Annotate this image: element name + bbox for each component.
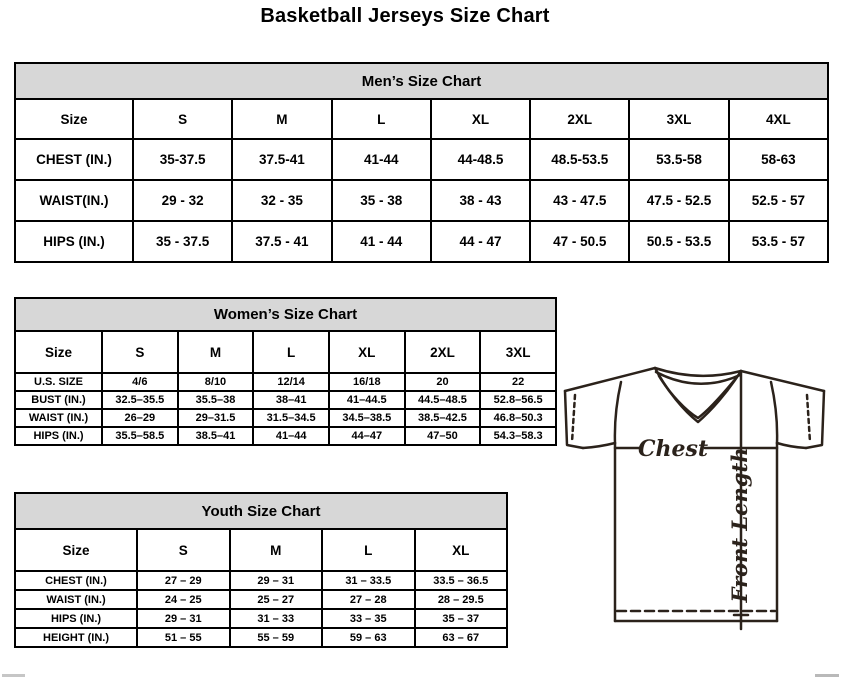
bottom-right-gray-fragment [815, 674, 839, 677]
row-label: CHEST (IN.) [15, 139, 133, 180]
column-header-row [15, 331, 556, 373]
size-value-cell: 35 – 37 [415, 609, 508, 628]
size-value-cell: 41–44.5 [329, 391, 405, 409]
row-label: BUST (IN.) [15, 391, 102, 409]
table-row [15, 427, 556, 445]
right-cuff-dashed-line [807, 395, 810, 442]
size-value-cell: 27 – 28 [322, 590, 415, 609]
row-label-header: Size [15, 331, 102, 373]
size-value-cell: 35 - 38 [332, 180, 431, 221]
size-value-cell: 55 – 59 [230, 628, 323, 647]
size-value-cell: 31 – 33.5 [322, 571, 415, 590]
womens-size-table [14, 297, 557, 446]
page-title: Basketball Jerseys Size Chart [260, 5, 550, 27]
size-value-cell: 53.5-58 [629, 139, 728, 180]
size-value-cell: 46.8–50.3 [480, 409, 556, 427]
collar-back-arc-1 [655, 368, 741, 376]
size-value-cell: 38 - 43 [431, 180, 530, 221]
size-value-cell: 35-37.5 [133, 139, 232, 180]
size-value-cell: 35 - 37.5 [133, 221, 232, 262]
size-value-cell: 50.5 - 53.5 [629, 221, 728, 262]
size-value-cell: 27 – 29 [137, 571, 230, 590]
row-label: HIPS (IN.) [15, 609, 137, 628]
table-row [15, 221, 828, 262]
size-value-cell: 20 [405, 373, 481, 391]
left-underarm-curve [583, 443, 615, 448]
table-row [15, 609, 507, 628]
size-value-cell: 31.5–34.5 [253, 409, 329, 427]
size-value-cell: 38.5–41 [178, 427, 254, 445]
size-value-cell: 37.5 - 41 [232, 221, 331, 262]
size-value-cell: 53.5 - 57 [729, 221, 828, 262]
size-column-header: XL [415, 529, 508, 571]
size-value-cell: 38–41 [253, 391, 329, 409]
table-row [15, 628, 507, 647]
size-value-cell: 44 - 47 [431, 221, 530, 262]
size-value-cell: 8/10 [178, 373, 254, 391]
row-label: U.S. SIZE [15, 373, 102, 391]
size-value-cell: 34.5–38.5 [329, 409, 405, 427]
size-value-cell: 12/14 [253, 373, 329, 391]
size-column-header: 3XL [480, 331, 556, 373]
size-value-cell: 63 – 67 [415, 628, 508, 647]
size-column-header: XL [431, 99, 530, 139]
jersey-measurement-diagram [557, 358, 842, 673]
row-label: CHEST (IN.) [15, 571, 137, 590]
size-value-cell: 38.5–42.5 [405, 409, 481, 427]
size-column-header: L [332, 99, 431, 139]
youth-size-table [14, 492, 508, 648]
size-value-cell: 25 – 27 [230, 590, 323, 609]
size-value-cell: 29 – 31 [230, 571, 323, 590]
left-cuff-dashed-line [572, 395, 575, 442]
size-value-cell: 43 - 47.5 [530, 180, 629, 221]
table-title: Men’s Size Chart [15, 63, 828, 99]
size-value-cell: 44–47 [329, 427, 405, 445]
size-value-cell: 29 – 31 [137, 609, 230, 628]
jersey-outline-drawing [557, 358, 842, 673]
table-title: Women’s Size Chart [15, 298, 556, 331]
size-value-cell: 58-63 [729, 139, 828, 180]
size-value-cell: 47.5 - 52.5 [629, 180, 728, 221]
left-shoulder-line [565, 368, 655, 391]
size-value-cell: 31 – 33 [230, 609, 323, 628]
size-value-cell: 32.5–35.5 [102, 391, 178, 409]
size-value-cell: 32 - 35 [232, 180, 331, 221]
size-value-cell: 47–50 [405, 427, 481, 445]
table-row [15, 590, 507, 609]
size-value-cell: 4/6 [102, 373, 178, 391]
size-column-header: S [133, 99, 232, 139]
mens-size-table [14, 62, 829, 263]
row-label: HEIGHT (IN.) [15, 628, 137, 647]
size-value-cell: 37.5-41 [232, 139, 331, 180]
size-column-header: S [102, 331, 178, 373]
size-value-cell: 35.5–58.5 [102, 427, 178, 445]
size-value-cell: 52.5 - 57 [729, 180, 828, 221]
size-value-cell: 24 – 25 [137, 590, 230, 609]
row-label: WAIST (IN.) [15, 590, 137, 609]
size-value-cell: 44.5–48.5 [405, 391, 481, 409]
table-row [15, 571, 507, 590]
table-row [15, 391, 556, 409]
size-column-header: L [253, 331, 329, 373]
size-value-cell: 35.5–38 [178, 391, 254, 409]
table-row [15, 180, 828, 221]
size-column-header: L [322, 529, 415, 571]
size-value-cell: 52.8–56.5 [480, 391, 556, 409]
size-value-cell: 44-48.5 [431, 139, 530, 180]
right-shoulder-line [741, 371, 824, 391]
row-label: HIPS (IN.) [15, 221, 133, 262]
column-header-row [15, 99, 828, 139]
row-label: WAIST(IN.) [15, 180, 133, 221]
table-title-row [15, 63, 828, 99]
size-value-cell: 41–44 [253, 427, 329, 445]
size-value-cell: 22 [480, 373, 556, 391]
table-title: Youth Size Chart [15, 493, 507, 529]
row-label-header: Size [15, 529, 137, 571]
size-value-cell: 29 - 32 [133, 180, 232, 221]
chest-label: Chest [637, 436, 709, 462]
collar-inner-v [659, 376, 737, 418]
right-sleeve-seam [771, 382, 777, 443]
size-value-cell: 47 - 50.5 [530, 221, 629, 262]
size-value-cell: 33.5 – 36.5 [415, 571, 508, 590]
table-title-row [15, 298, 556, 331]
size-value-cell: 29–31.5 [178, 409, 254, 427]
size-column-header: M [232, 99, 331, 139]
size-column-header: M [230, 529, 323, 571]
size-column-header: 2XL [405, 331, 481, 373]
size-column-header: 4XL [729, 99, 828, 139]
size-value-cell: 54.3–58.3 [480, 427, 556, 445]
right-underarm-curve [777, 443, 806, 448]
left-sleeve-seam [615, 382, 621, 443]
size-column-header: XL [329, 331, 405, 373]
size-value-cell: 59 – 63 [322, 628, 415, 647]
size-value-cell: 41-44 [332, 139, 431, 180]
row-label: WAIST (IN.) [15, 409, 102, 427]
column-header-row [15, 529, 507, 571]
table-row [15, 409, 556, 427]
table-row [15, 139, 828, 180]
size-value-cell: 41 - 44 [332, 221, 431, 262]
table-title-row [15, 493, 507, 529]
size-value-cell: 51 – 55 [137, 628, 230, 647]
size-value-cell: 26–29 [102, 409, 178, 427]
bottom-left-gray-fragment [2, 674, 25, 677]
size-value-cell: 28 – 29.5 [415, 590, 508, 609]
size-value-cell: 48.5-53.5 [530, 139, 629, 180]
table-row [15, 373, 556, 391]
size-column-header: M [178, 331, 254, 373]
size-value-cell: 16/18 [329, 373, 405, 391]
row-label-header: Size [15, 99, 133, 139]
row-label: HIPS (IN.) [15, 427, 102, 445]
size-value-cell: 33 – 35 [322, 609, 415, 628]
size-column-header: S [137, 529, 230, 571]
front-length-label: Front Length [727, 447, 752, 603]
size-column-header: 3XL [629, 99, 728, 139]
size-column-header: 2XL [530, 99, 629, 139]
